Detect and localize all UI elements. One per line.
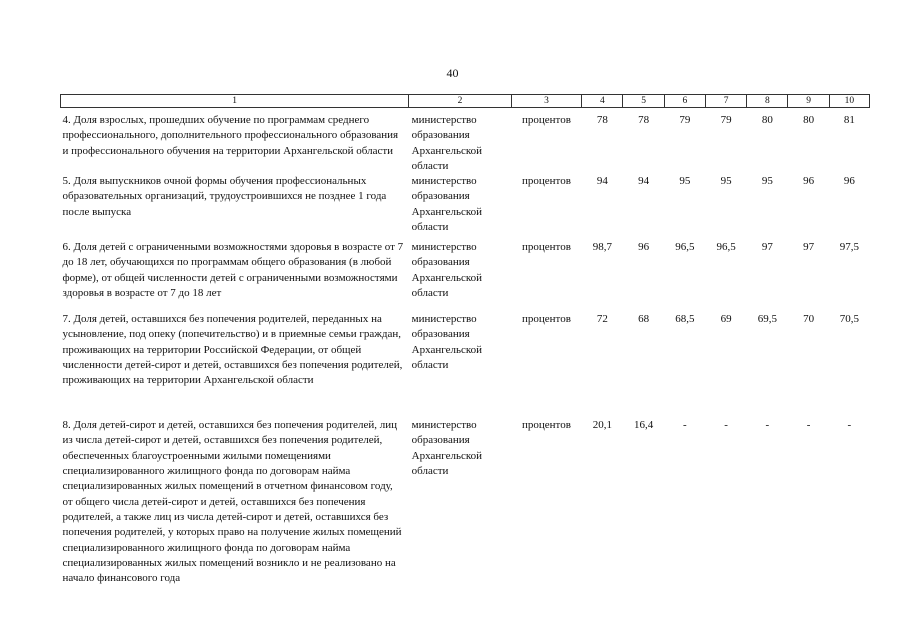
value-cell: 78 <box>596 114 608 126</box>
indicator-cell: 6. Доля детей с ограниченными возможностями здоровья в возрасте от 7 до 18 лет, обучающихся по программам общего образования (в любой форме), от общей численности детей с ограниченными возможностями здоровья в возрасте от 7 до 18 лет <box>62 241 404 300</box>
value-cell: 68,5 <box>675 313 695 326</box>
value-cell: 97 <box>803 241 815 254</box>
column-header: 1 <box>61 95 409 108</box>
table-row <box>61 240 870 312</box>
value-cell: 97,5 <box>839 241 859 254</box>
unit-cell: процентов <box>522 313 571 326</box>
value-cell: - <box>806 419 811 432</box>
column-header: 8 <box>747 95 788 108</box>
value-cell: 94 <box>596 175 608 188</box>
value-cell: 81 <box>843 114 855 126</box>
value-cell: 96,5 <box>716 241 736 254</box>
value-cell: 95 <box>761 175 773 188</box>
value-cell: 96 <box>803 175 815 188</box>
value-cell: 95 <box>679 175 691 188</box>
value-cell: 95 <box>720 175 732 188</box>
table-row <box>61 312 870 418</box>
column-header: 7 <box>705 95 746 108</box>
value-cell: 96 <box>638 241 650 254</box>
page-number: 40 <box>446 66 459 80</box>
value-cell: 94 <box>638 175 650 188</box>
indicator-cell: 8. Доля детей-сирот и детей, оставшихся без попечения родителей, лиц из числа детей-сирот и детей, оставшихся без попечения родителей, обеспеченных благоустроенными жилыми помещениями специализированного жилищного фонда по договорам найма специализированных жилых помещений в отчетном финансовом году, от общего числа детей-сирот и детей, оставшихся без попечения родителей, а также лиц из числа детей-сирот и детей, оставшихся без попечения родителей, у которых право на получение жилых помещений специализированного жилищного фонда по договорам найма специализированных жилых помещений возникло и не реализовано на начало финансового года <box>62 419 402 585</box>
value-cell: - <box>847 419 852 432</box>
responsible-cell: министерство образования Архангельской области <box>411 175 483 234</box>
column-header: 2 <box>409 95 512 108</box>
unit-cell: процентов <box>522 114 571 126</box>
indicator-cell: 4. Доля взрослых, прошедших обучение по программам среднего профессионального, дополнительного профессионального образования и профессионального обучения на территории Архангельской области <box>62 114 399 157</box>
table-row <box>61 174 870 240</box>
responsible-cell: министерство образования Архангельской области <box>411 313 483 372</box>
table-row <box>61 108 870 175</box>
value-cell: 68 <box>638 313 650 326</box>
value-cell: 69 <box>720 313 732 326</box>
value-cell: - <box>765 419 770 432</box>
value-cell: 70 <box>803 313 815 326</box>
value-cell: 72 <box>596 313 608 326</box>
value-cell: - <box>682 419 687 432</box>
responsible-cell: министерство образования Архангельской области <box>411 419 483 478</box>
column-header: 10 <box>829 95 869 108</box>
column-header: 5 <box>623 95 664 108</box>
unit-cell: процентов <box>522 175 571 188</box>
column-header: 6 <box>664 95 705 108</box>
column-header: 3 <box>511 95 581 108</box>
value-cell: 98,7 <box>592 241 612 254</box>
value-cell: 70,5 <box>839 313 859 326</box>
value-cell: 97 <box>761 241 773 254</box>
value-cell: 69,5 <box>757 313 777 326</box>
column-header: 9 <box>788 95 829 108</box>
value-cell: 79 <box>720 114 732 126</box>
value-cell: 80 <box>761 114 773 126</box>
column-header: 4 <box>582 95 623 108</box>
responsible-cell: министерство образования Архангельской области <box>411 241 483 300</box>
indicator-cell: 5. Доля выпускников очной формы обучения профессиональных образовательных организаций, трудоустроившихся не позднее 1 года после выпуска <box>62 175 387 218</box>
responsible-cell: министерство образования Архангельской области <box>411 114 483 172</box>
table-row <box>61 418 870 586</box>
value-cell: 16,4 <box>633 419 654 432</box>
table-header-row <box>61 95 870 108</box>
value-cell: 96 <box>843 175 855 188</box>
unit-cell: процентов <box>522 241 571 254</box>
indicators-table <box>60 94 870 586</box>
value-cell: 20,1 <box>592 419 612 432</box>
value-cell: - <box>724 419 728 432</box>
value-cell: 96,5 <box>675 241 695 254</box>
indicator-cell: 7. Доля детей, оставшихся без попечения родителей, переданных на усыновление, под опеку (попечительство) и в приемные семьи граждан, проживающих на территории Российской Федерации, от общей численности детей-сирот и детей, оставшихся без попечения родителей, проживающих на территории Архангельской области <box>62 313 403 387</box>
unit-cell: процентов <box>522 419 571 432</box>
value-cell: 79 <box>679 114 691 126</box>
value-cell: 80 <box>803 114 815 126</box>
value-cell: 78 <box>638 114 650 126</box>
